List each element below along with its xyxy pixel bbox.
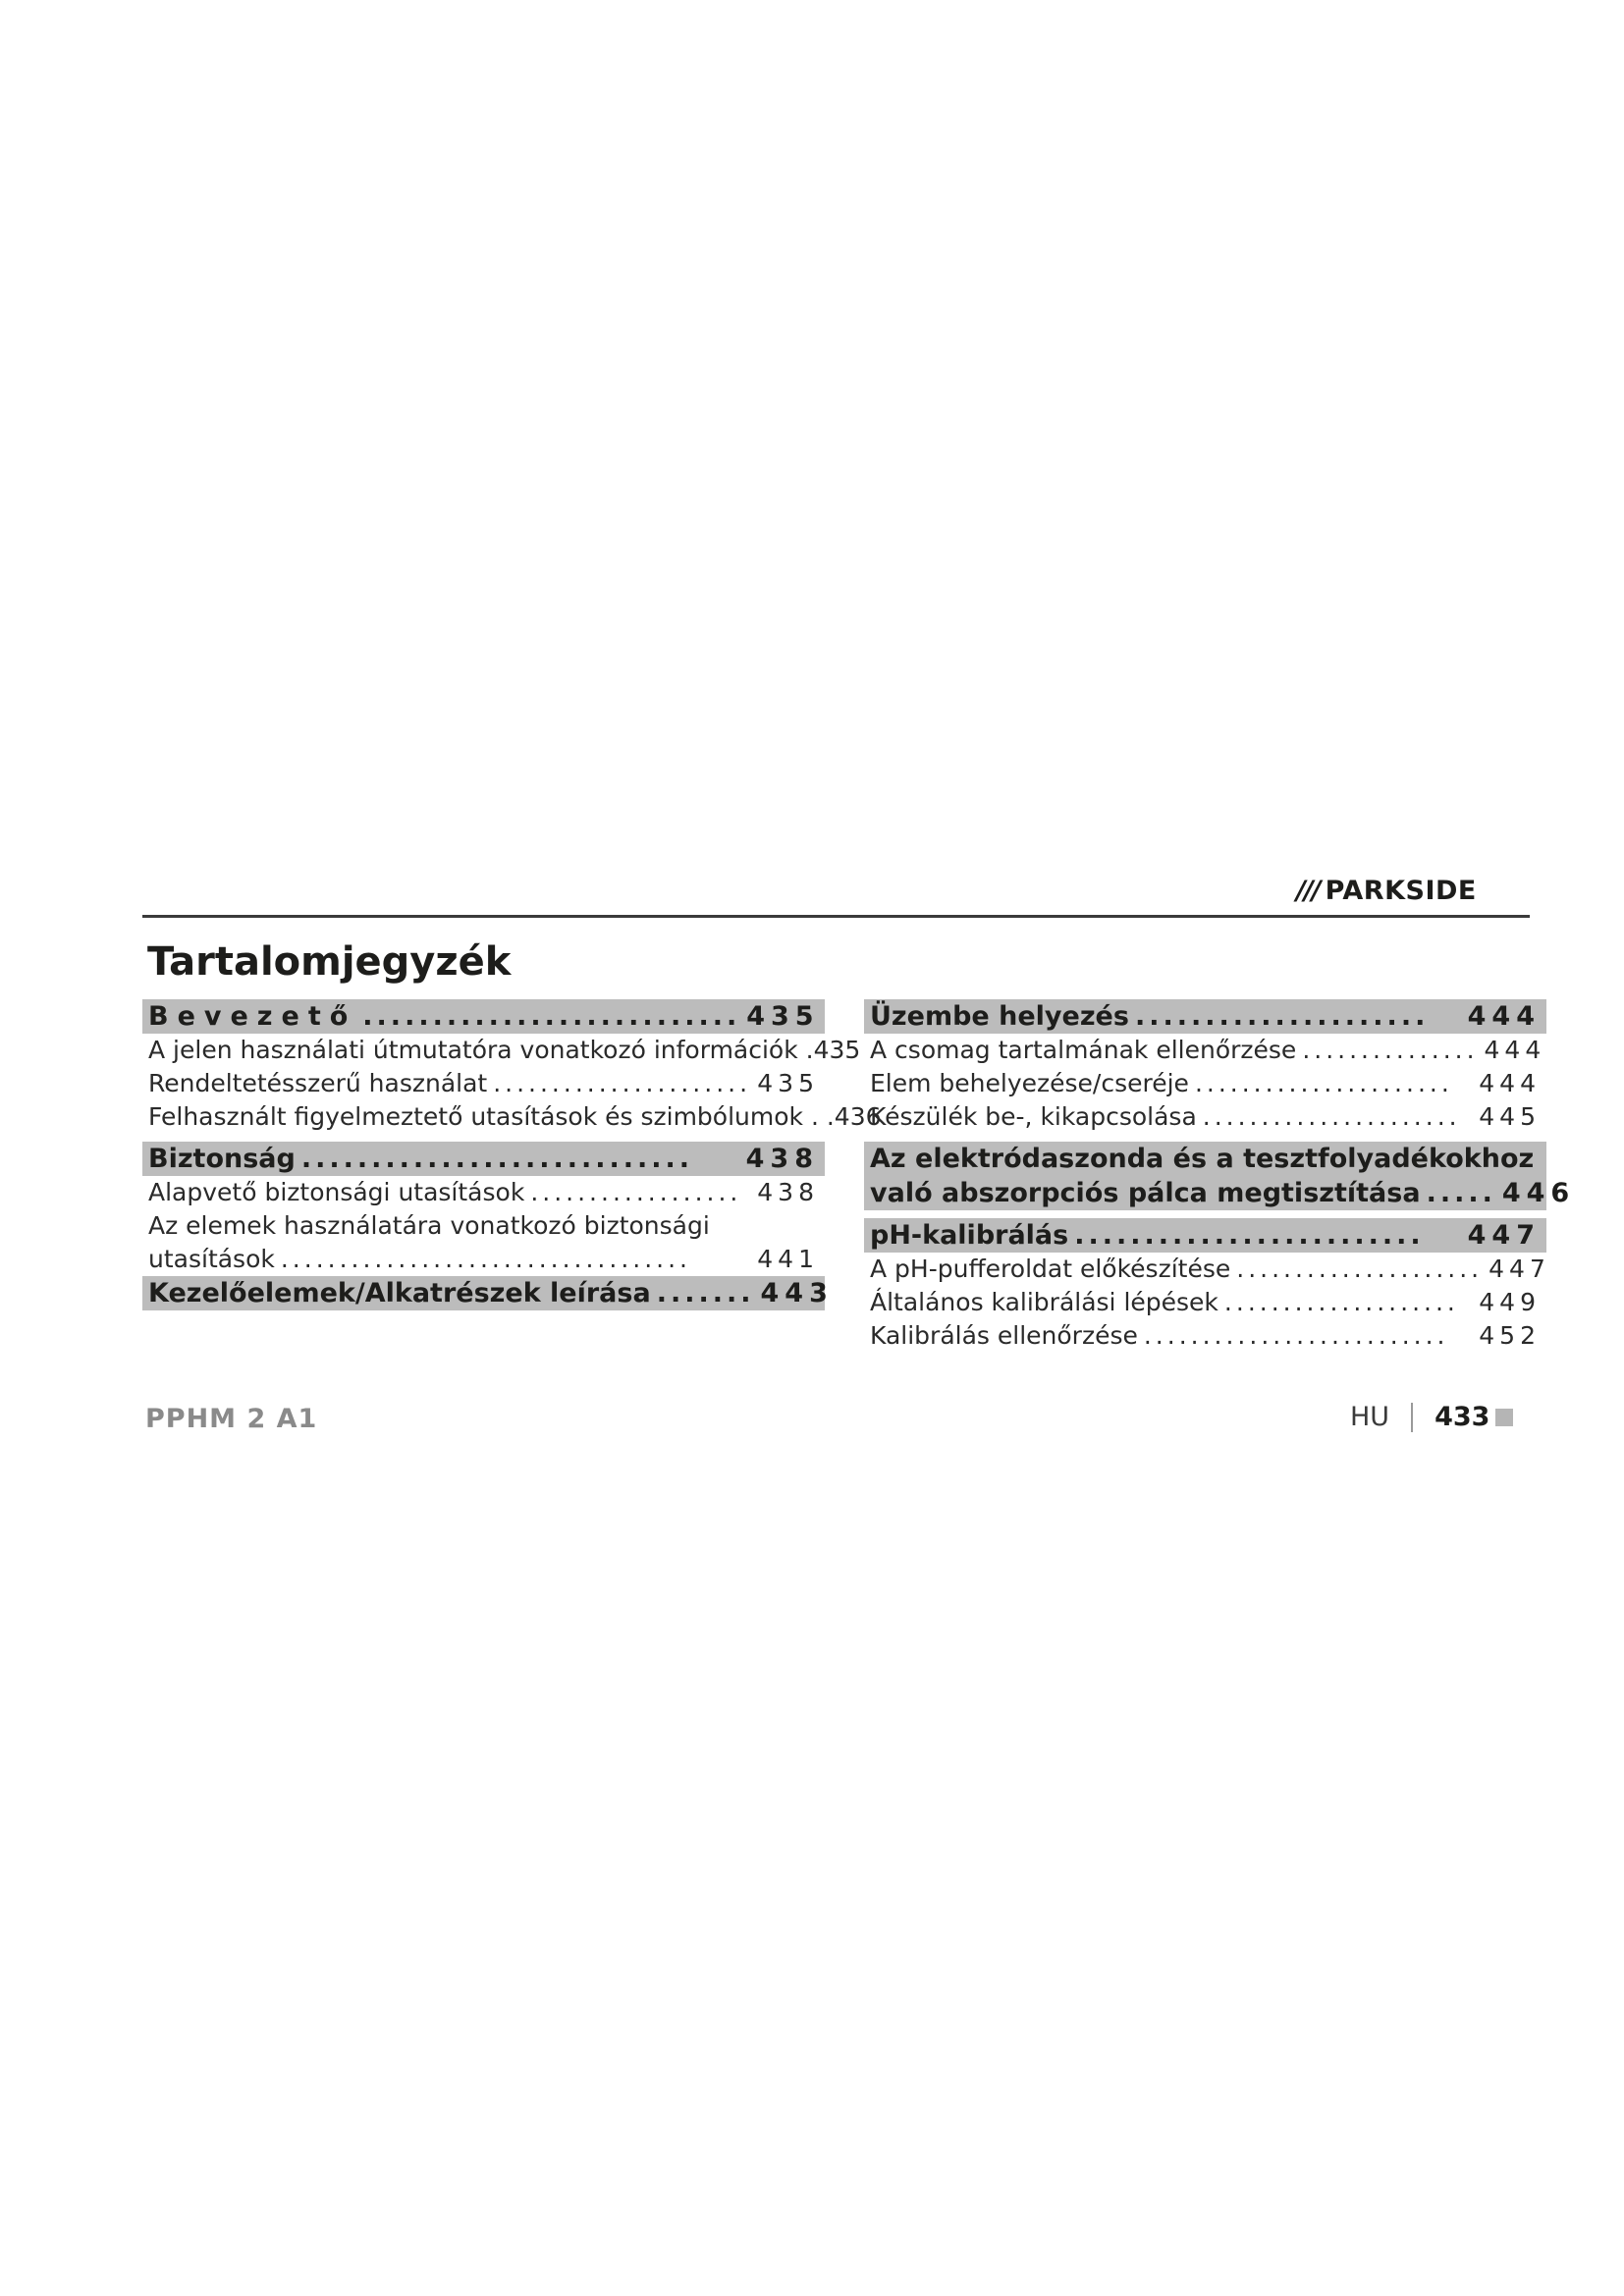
item-label: Alapvető biztonsági utasítások [148, 1178, 525, 1206]
toc-item[interactable] [864, 1253, 1550, 1286]
leader-dots: ...................... [1194, 1069, 1453, 1097]
leader-dots: .................. [530, 1178, 742, 1206]
item-page: 447 [1489, 1255, 1550, 1283]
toc-section-biztonsag[interactable] [142, 1142, 825, 1176]
leader-dots: .................... [1223, 1288, 1459, 1316]
leader-dots: ....... [656, 1278, 755, 1308]
language-code: HU [1350, 1402, 1390, 1432]
brand-logo [1296, 876, 1530, 909]
page-marker-square [1495, 1409, 1513, 1426]
item-page: 444 [1479, 1069, 1541, 1097]
leader-dots: ...................... [1202, 1102, 1461, 1131]
model-number: PPHM 2 A1 [145, 1404, 318, 1434]
item-label-line2: utasítások [148, 1245, 275, 1273]
leader-dots: ..................... [1236, 1255, 1484, 1283]
section-label-line2: való abszorpciós pálca megtisztítása [870, 1178, 1421, 1208]
item-label: Kalibrálás ellenőrzése [870, 1321, 1138, 1350]
item-label: Rendeltetésszerű használat [148, 1069, 488, 1097]
toc-section-ph-kalibralas[interactable] [864, 1218, 1546, 1253]
section-label-line1: Az elektródaszonda és a tesztfolyadékokhoz [870, 1144, 1535, 1174]
toc-section-elektrodaszonda[interactable] [864, 1142, 1576, 1210]
brand-slashes: /// [1296, 876, 1320, 906]
item-label: Készülék be-, kikapcsolása [870, 1102, 1197, 1131]
leader-dots: ............... [1302, 1036, 1479, 1064]
leader-dots: ........................... [362, 1001, 741, 1032]
section-label: Üzembe helyezés [870, 1001, 1129, 1032]
leader-dots: ..................... [1134, 1001, 1430, 1032]
section-page: 443 [760, 1278, 834, 1308]
toc-item[interactable] [142, 1100, 882, 1134]
page-number: 433 [1435, 1402, 1490, 1432]
section-page: 435 [746, 1001, 820, 1032]
item-label: Felhasznált figyelmeztető utasítások és szimbólumok . .436 [148, 1102, 882, 1131]
toc-item[interactable] [864, 1067, 1546, 1100]
toc-item[interactable] [864, 1286, 1546, 1319]
item-page: 441 [757, 1245, 819, 1273]
item-page: 435 [757, 1069, 819, 1097]
section-label: pH-kalibrálás [870, 1220, 1069, 1251]
section-page: 446 [1501, 1178, 1576, 1208]
item-page: 449 [1479, 1288, 1541, 1316]
toc-item[interactable] [864, 1319, 1546, 1353]
item-page: 438 [757, 1178, 819, 1206]
leader-dots: ..... [1426, 1178, 1496, 1208]
toc-item[interactable] [864, 1034, 1546, 1067]
item-label: A jelen használati útmutatóra vonatkozó információk .435 [148, 1036, 861, 1064]
leader-dots: ...................... [493, 1069, 752, 1097]
leader-dots: .......................... [1143, 1321, 1449, 1350]
toc-section-uzembe-helyezes[interactable] [864, 999, 1546, 1034]
toc-item[interactable] [142, 1034, 861, 1067]
toc-item[interactable] [142, 1176, 825, 1209]
page-footer [1350, 1402, 1513, 1432]
section-page: 438 [745, 1144, 819, 1174]
section-label: Biztonság [148, 1144, 296, 1174]
footer-divider [1411, 1403, 1413, 1432]
toc-item[interactable] [864, 1100, 1546, 1134]
item-label: Elem behelyezése/cseréje [870, 1069, 1189, 1097]
section-label: Bevezető [148, 1001, 357, 1032]
leader-dots: ............................ [300, 1144, 694, 1174]
leader-dots: ................................... [280, 1245, 691, 1273]
item-label-line1: Az elemek használatára vonatkozó biztonsági [148, 1211, 710, 1240]
item-page: 445 [1479, 1102, 1541, 1131]
item-label: A pH-pufferoldat előkészítése [870, 1255, 1231, 1283]
page-title: Tartalomjegyzék [147, 939, 512, 985]
section-label: Kezelőelemek/Alkatrészek leírása [148, 1278, 651, 1308]
toc-item[interactable] [142, 1067, 825, 1100]
toc-section-bevezeto[interactable] [142, 999, 825, 1034]
section-page: 444 [1467, 1001, 1541, 1032]
brand-name: PARKSIDE [1325, 876, 1477, 906]
section-page: 447 [1467, 1220, 1541, 1251]
leader-dots: ......................... [1074, 1220, 1425, 1251]
toc-left-column [142, 999, 882, 1310]
item-label: A csomag tartalmának ellenőrzése [870, 1036, 1297, 1064]
toc-item[interactable] [142, 1209, 825, 1276]
item-page: 452 [1479, 1321, 1541, 1350]
toc-section-kezeloelemek[interactable] [142, 1276, 834, 1310]
item-page: 444 [1484, 1036, 1546, 1064]
item-label: Általános kalibrálási lépések [870, 1288, 1218, 1316]
toc-right-column [864, 999, 1576, 1353]
header-rule [142, 915, 1530, 918]
